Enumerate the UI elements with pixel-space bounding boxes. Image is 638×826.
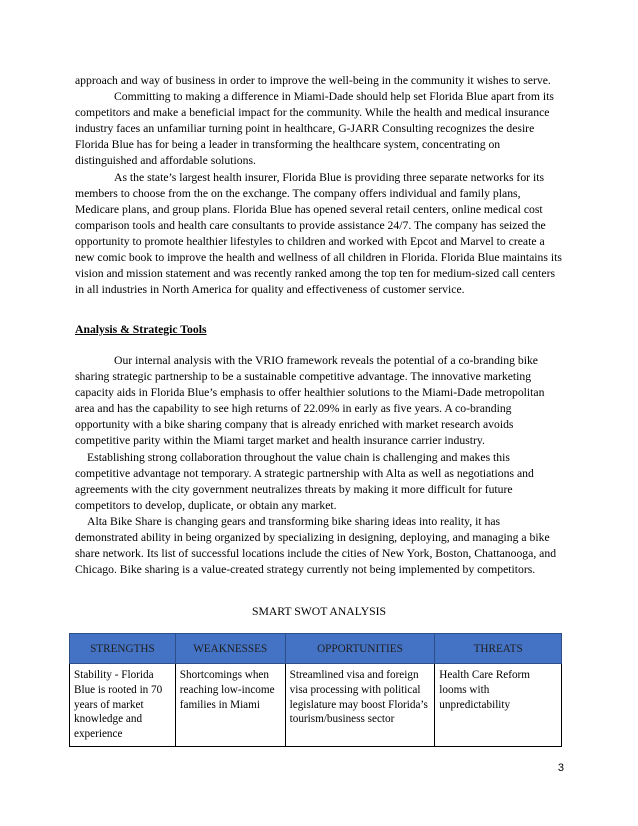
cell-weaknesses: Shortcomings when reaching low-income families in Miami [175,664,285,747]
paragraph: Establishing strong collaboration throughout the value chain is challenging and makes this competitive advantage not temporary. A strategic partnership with Alta as well as negotiations and agreements with the city government neutralizes threats by making it more difficult for future competitors to develop, duplicate, or obtain any market. [75,450,534,512]
paragraph: Alta Bike Share is changing gears and transforming bike sharing ideas into reality, it has demonstrated ability in being organized by specializing in designing, deploying, and managing a bike share network. Its list of successful locations include the cities of New York, Boston, Chattanooga, and Chicago. Bike sharing is a value-created strategy currently not being implemented by competitors. [75,514,557,577]
header-weaknesses: WEAKNESSES [175,634,285,664]
intro-text-block [75,73,562,298]
cell-strengths: Stability - Florida Blue is rooted in 70 years of market knowledge and experience [70,664,176,747]
header-opportunities: OPPORTUNITIES [285,634,435,664]
paragraph: Our internal analysis with the VRIO framework reveals the potential of a co-branding bike sharing strategic partnership to be a sustainable competitive advantage. The innovative marketing capacity aids in Florida Blue’s emphasis to offer healthier solutions to the Miami-Dade metropolitan area and has the capability to see high returns of 22.09% in early as five years. A co-branding opportunity with a bike sharing company that is already enriched with market research avoids competitive parity within the Miami target market and health insurance carrier industry. [75,354,545,448]
cell-threats: Health Care Reform looms with unpredictability [435,664,562,747]
paragraph: Committing to making a difference in Miami-Dade should help set Florida Blue apart from its competitors and make a beneficial impact for the community. While the health and medical insurance industry faces an unfamiliar turning point in healthcare, G-JARR Consulting recognizes the desire Florida Blue has for being a leader in transforming the healthcare system, concentrating on distinguished and affordable solutions. [75,90,554,168]
table-header-row [70,634,562,664]
table-row [70,664,562,747]
header-strengths: STRENGTHS [70,634,176,664]
swot-title: SMART SWOT ANALYSIS [251,605,387,618]
section-heading: Analysis & Strategic Tools [75,323,207,336]
header-threats: THREATS [435,634,562,664]
paragraph: As the state’s largest health insurer, Florida Blue is providing three separate networks for its members to choose from the on the exchange. The company offers individual and family plans, Medicare plans, and group plans. Florida Blue has opened several retail centers, online medical cost comparison tools and health care consultants to provide assistance 24/7. The company has seized the opportunity to promote healthier lifestyles to children and worked with Epcot and Marvel to create a new comic book to improve the health and wellness of all children in Florida. Florida Blue maintains its vision and mission statement and was recently ranked among the top ten for medium-sized call centers in all industries in North America for quality and effectiveness of customer service. [75,170,562,297]
cell-opportunities: Streamlined visa and foreign visa processing with political legislature may boost Florida’s tourism/business sector [285,664,435,747]
paragraph: approach and way of business in order to improve the well-being in the community it wishes to serve. [75,74,551,87]
page-number: 3 [557,762,564,774]
analysis-text-block [75,353,562,578]
swot-table [69,633,562,747]
